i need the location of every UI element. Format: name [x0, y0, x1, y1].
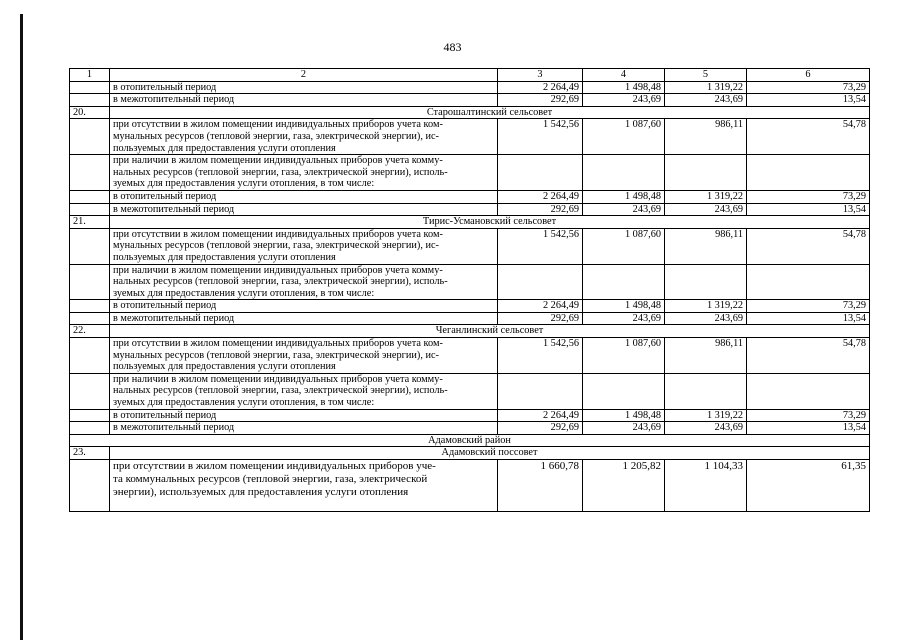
value-cell: 2 264,49 — [498, 81, 583, 94]
table-row — [70, 422, 870, 435]
value-cell: 1 087,60 — [583, 228, 665, 264]
row-description — [110, 338, 498, 374]
value-cell — [583, 155, 665, 191]
row-description — [110, 228, 498, 264]
value-cell — [665, 373, 747, 409]
table-row — [70, 409, 870, 422]
description-line: нальных ресурсов (тепловой энергии, газа, электрической энергии), исполь- — [113, 166, 448, 178]
value-cell — [498, 155, 583, 191]
row-number-cell — [70, 155, 110, 191]
value-cell: 1 319,22 — [665, 300, 747, 313]
section-row — [70, 325, 870, 338]
description-line: в межотопительный период — [113, 422, 235, 434]
description-line: пользуемых для предоставления услуги отопления — [113, 361, 336, 373]
description-line: пользуемых для предоставления услуги отопления — [113, 142, 336, 154]
value-cell: 292,69 — [498, 312, 583, 325]
value-cell: 1 205,82 — [583, 460, 665, 512]
row-number-cell — [70, 312, 110, 325]
description-line: мунальных ресурсов (тепловой энергии, газа, электрической энергии), ис- — [113, 349, 439, 361]
column-number-cell: 5 — [665, 69, 747, 82]
value-cell — [665, 155, 747, 191]
row-number-cell — [70, 119, 110, 155]
section-number: 20. — [70, 106, 110, 119]
value-cell: 243,69 — [665, 203, 747, 216]
value-cell: 243,69 — [665, 422, 747, 435]
row-number-cell — [70, 373, 110, 409]
section-number: 22. — [70, 325, 110, 338]
row-number-cell — [70, 338, 110, 374]
description-line: в межотопительный период — [113, 94, 235, 106]
value-cell — [747, 373, 870, 409]
table-row — [70, 373, 870, 409]
table-row — [70, 155, 870, 191]
table-row — [70, 94, 870, 107]
table-row — [70, 203, 870, 216]
value-cell: 1 498,48 — [583, 81, 665, 94]
value-cell: 73,29 — [747, 300, 870, 313]
description-line: в отопительный период — [113, 409, 217, 421]
description-line: при отсутствии в жилом помещении индивидуальных приборов учета ком- — [113, 119, 443, 131]
description-line: при наличии в жилом помещении индивидуальных приборов учета комму- — [113, 264, 443, 276]
table-row — [70, 300, 870, 313]
table-row — [70, 190, 870, 203]
description-line: пользуемых для предоставления услуги отопления — [113, 251, 336, 263]
table-row — [70, 264, 870, 300]
section-row — [70, 106, 870, 119]
table-row — [70, 460, 870, 512]
table-row — [70, 338, 870, 374]
row-number-cell — [70, 409, 110, 422]
row-description — [110, 409, 498, 422]
table-row — [70, 119, 870, 155]
row-description — [110, 203, 498, 216]
row-number-cell — [70, 190, 110, 203]
column-number-cell: 4 — [583, 69, 665, 82]
value-cell: 292,69 — [498, 203, 583, 216]
page-number: 483 — [443, 40, 462, 54]
section-number: 23. — [70, 447, 110, 460]
value-cell: 243,69 — [665, 312, 747, 325]
section-title: Тирис-Усмановский сельсовет — [110, 216, 870, 229]
description-line: мунальных ресурсов (тепловой энергии, газа, электрической энергии), ис- — [113, 130, 439, 142]
section-title: Адамовский поссовет — [110, 447, 870, 460]
value-cell: 1 087,60 — [583, 119, 665, 155]
row-number-cell — [70, 422, 110, 435]
value-cell — [747, 264, 870, 300]
value-cell: 1 319,22 — [665, 409, 747, 422]
table-row — [70, 312, 870, 325]
value-cell: 1 542,56 — [498, 119, 583, 155]
value-cell: 1 542,56 — [498, 228, 583, 264]
description-line: при отсутствии в жилом помещении индивидуальных приборов уче- — [113, 460, 436, 472]
value-cell: 73,29 — [747, 190, 870, 203]
value-cell: 1 319,22 — [665, 81, 747, 94]
description-line: зуемых для предоставления услуги отопления, в том числе: — [113, 178, 375, 190]
row-number-cell — [70, 300, 110, 313]
description-line: та коммунальных ресурсов (тепловой энергии, газа, электрической — [113, 473, 428, 485]
region-row — [70, 434, 870, 447]
row-description — [110, 373, 498, 409]
row-number-cell — [70, 94, 110, 107]
row-number-cell — [70, 81, 110, 94]
value-cell — [498, 373, 583, 409]
row-description — [110, 190, 498, 203]
value-cell — [747, 155, 870, 191]
value-cell — [498, 264, 583, 300]
value-cell: 986,11 — [665, 338, 747, 374]
value-cell: 1 319,22 — [665, 190, 747, 203]
description-line: нальных ресурсов (тепловой энергии, газа, электрической энергии), исполь- — [113, 276, 448, 288]
column-number-cell: 6 — [747, 69, 870, 82]
row-description — [110, 264, 498, 300]
row-number-cell — [70, 203, 110, 216]
value-cell: 2 264,49 — [498, 190, 583, 203]
row-description — [110, 81, 498, 94]
value-cell: 292,69 — [498, 94, 583, 107]
region-title: Адамовский район — [70, 434, 870, 447]
column-number-cell: 1 — [70, 69, 110, 82]
value-cell: 292,69 — [498, 422, 583, 435]
section-title: Чеганлинский сельсовет — [110, 325, 870, 338]
row-number-cell — [70, 228, 110, 264]
section-number: 21. — [70, 216, 110, 229]
value-cell: 1 498,48 — [583, 190, 665, 203]
row-description — [110, 422, 498, 435]
description-line: в межотопительный период — [113, 203, 235, 215]
description-line: при наличии в жилом помещении индивидуальных приборов учета комму- — [113, 155, 443, 167]
row-description — [110, 312, 498, 325]
description-line: энергии), используемых для предоставления услуги отопления — [113, 486, 409, 498]
description-line: нальных ресурсов (тепловой энергии, газа, электрической энергии), исполь- — [113, 385, 448, 397]
row-description — [110, 94, 498, 107]
description-line: зуемых для предоставления услуги отопления, в том числе: — [113, 397, 375, 409]
value-cell: 1 087,60 — [583, 338, 665, 374]
value-cell: 54,78 — [747, 338, 870, 374]
value-cell — [665, 264, 747, 300]
section-title: Старошалтинский сельсовет — [110, 106, 870, 119]
row-number-cell — [70, 460, 110, 512]
row-description — [110, 155, 498, 191]
row-description — [110, 300, 498, 313]
table-header-row — [70, 69, 870, 82]
description-line: в отопительный период — [113, 190, 217, 202]
column-number-cell: 2 — [110, 69, 498, 82]
description-line: в межотопительный период — [113, 312, 235, 324]
description-line: в отопительный период — [113, 81, 217, 93]
value-cell: 13,54 — [747, 203, 870, 216]
value-cell: 73,29 — [747, 409, 870, 422]
value-cell: 243,69 — [583, 94, 665, 107]
section-row — [70, 447, 870, 460]
description-line: в отопительный период — [113, 300, 217, 312]
value-cell: 243,69 — [583, 203, 665, 216]
description-line: при отсутствии в жилом помещении индивидуальных приборов учета ком- — [113, 228, 443, 240]
value-cell: 1 498,48 — [583, 409, 665, 422]
table-row — [70, 81, 870, 94]
description-line: при отсутствии в жилом помещении индивидуальных приборов учета ком- — [113, 338, 443, 350]
value-cell: 54,78 — [747, 119, 870, 155]
value-cell — [583, 373, 665, 409]
value-cell: 61,35 — [747, 460, 870, 512]
value-cell: 2 264,49 — [498, 409, 583, 422]
value-cell: 13,54 — [747, 94, 870, 107]
value-cell: 1 104,33 — [665, 460, 747, 512]
row-number-cell — [70, 264, 110, 300]
value-cell: 1 498,48 — [583, 300, 665, 313]
description-line: при наличии в жилом помещении индивидуальных приборов учета комму- — [113, 373, 443, 385]
value-cell: 1 542,56 — [498, 338, 583, 374]
value-cell: 73,29 — [747, 81, 870, 94]
value-cell: 986,11 — [665, 228, 747, 264]
value-cell: 13,54 — [747, 422, 870, 435]
value-cell: 243,69 — [665, 94, 747, 107]
value-cell — [583, 264, 665, 300]
value-cell: 2 264,49 — [498, 300, 583, 313]
value-cell: 243,69 — [583, 422, 665, 435]
value-cell: 13,54 — [747, 312, 870, 325]
value-cell: 1 660,78 — [498, 460, 583, 512]
table-row — [70, 228, 870, 264]
description-line: зуемых для предоставления услуги отопления, в том числе: — [113, 287, 375, 299]
row-description — [110, 460, 498, 512]
tariff-table — [69, 68, 870, 512]
value-cell: 986,11 — [665, 119, 747, 155]
column-number-cell: 3 — [498, 69, 583, 82]
value-cell: 54,78 — [747, 228, 870, 264]
row-description — [110, 119, 498, 155]
section-row — [70, 216, 870, 229]
page-left-border — [20, 14, 23, 640]
description-line: мунальных ресурсов (тепловой энергии, газа, электрической энергии), ис- — [113, 240, 439, 252]
value-cell: 243,69 — [583, 312, 665, 325]
